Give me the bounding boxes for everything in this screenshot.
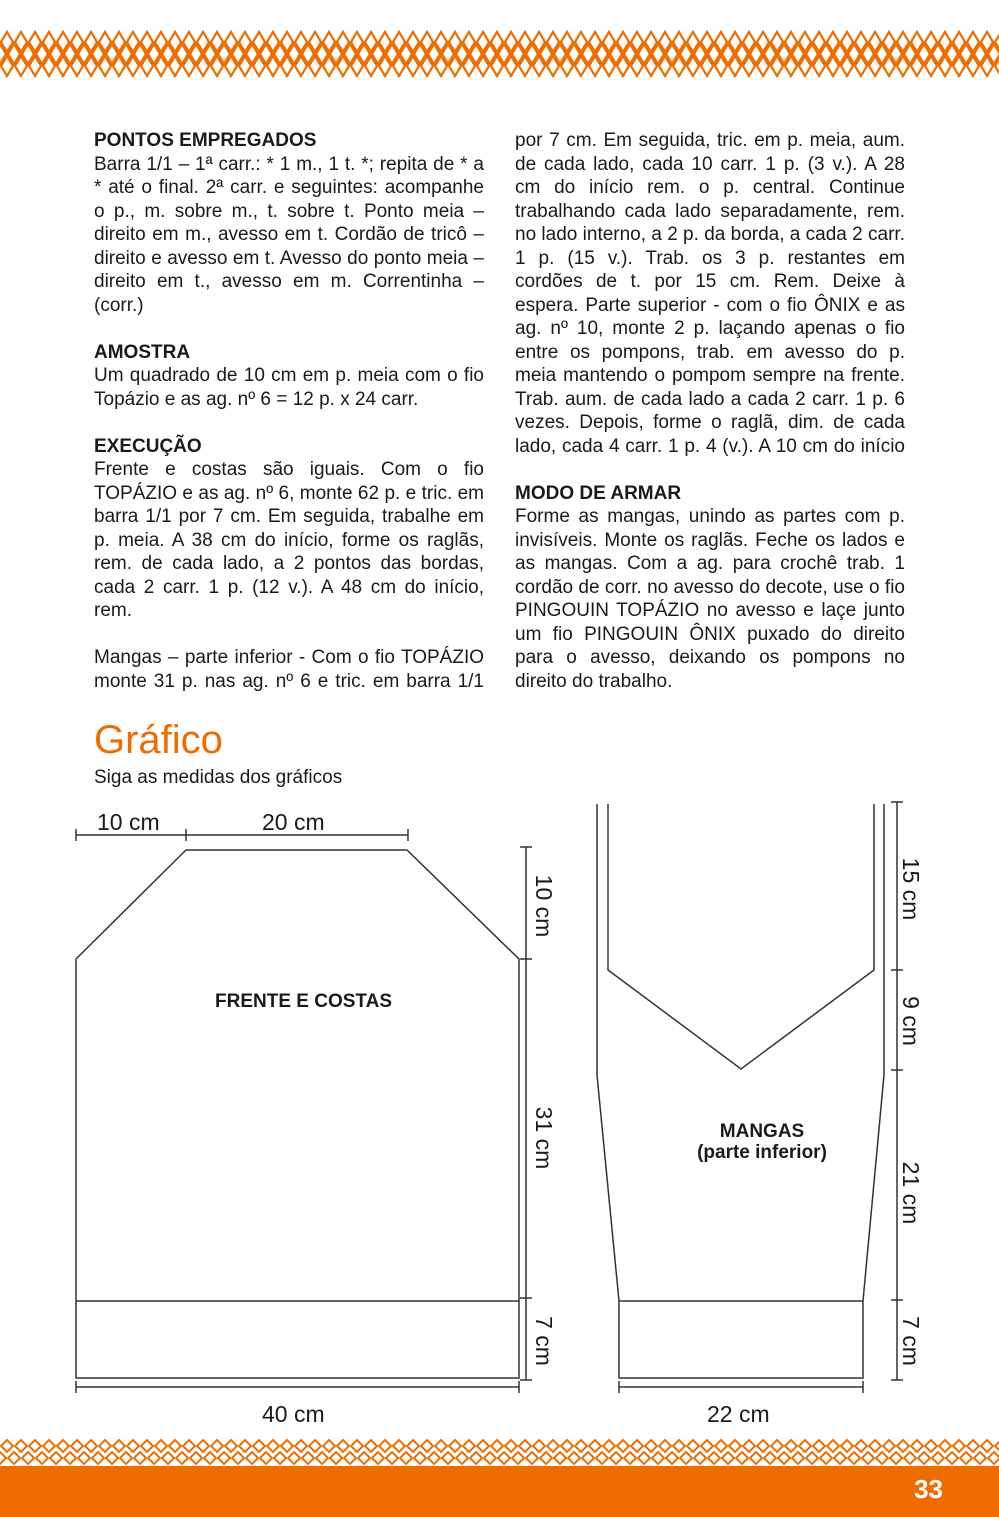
grafico-subtitle: Siga as medidas dos gráficos	[94, 767, 343, 788]
dim-sleeve-3: 21 cm	[898, 1161, 924, 1225]
section-body-execucao: Frente e costas são iguais. Com o fio TOPÁZIO e as ag. nº 6, monte 62 p. e tric. em barra 1/1 por 7 cm. Em seguida, trabalhe em p. meia. A 38 cm do início, forme os raglãs, rem. de cada lado, a 2 pontos das bordas, cada 2 carr. 1 p. (12 v.). A 48 cm do início, rem.	[94, 459, 484, 621]
footer-bar	[0, 1466, 999, 1517]
dim-sleeve-2: 9 cm	[898, 996, 924, 1046]
dim-front-side-bottom: 7 cm	[531, 1316, 557, 1366]
front-back-label: FRENTE E COSTAS	[215, 991, 392, 1012]
dim-front-side-mid: 31 cm	[531, 1106, 557, 1170]
dim-front-side-top: 10 cm	[531, 874, 557, 938]
front-back-outline	[76, 850, 519, 1378]
grafico-title: Gráfico	[94, 718, 223, 762]
section-body-pontos: Barra 1/1 – 1ª carr.: * 1 m., 1 t. *; repita de * a * até o final. 2ª carr. e seguintes: acompanhe o p., m. sobre m., t. sobre t. Ponto meia – direito em m., avesso em t. Cordão de tricô – direito e avesso em t. Avesso do ponto meia – direito em t., avesso em m. Correntinha – (corr.)	[94, 153, 484, 316]
dim-sleeve-4: 7 cm	[898, 1316, 924, 1366]
sleeve-label-line2: (parte inferior)	[697, 1142, 827, 1163]
dim-front-top-mid: 20 cm	[262, 809, 325, 835]
sleeve-label-line1: MANGAS	[719, 1121, 805, 1142]
sleeve-outline	[597, 804, 884, 1378]
page-number: 33	[914, 1474, 943, 1504]
section-body-armar: Forme as mangas, unindo as partes com p. invisíveis. Monte os raglãs. Feche os lados e as mangas. Com a ag. para crochê trab. 1 cordão de corr. no avesso do decote, use o fio PINGOUIN TOPÁZIO no avesso e laçe junto um fio PINGOUIN ÔNIX puxado do direito para o avesso, deixando os pompons no direito do trabalho.	[515, 506, 905, 692]
section-title-execucao: EXECUÇÃO	[94, 435, 202, 457]
section-body-amostra: Um quadrado de 10 cm em p. meia com o fio Topázio e as ag. nº 6 = 12 p. x 24 carr.	[94, 365, 484, 410]
dim-sleeve-bottom: 22 cm	[707, 1401, 770, 1427]
dim-front-top-left: 10 cm	[97, 809, 160, 835]
section-title-pontos: PONTOS EMPREGADOS	[94, 130, 317, 151]
dim-front-bottom: 40 cm	[262, 1401, 325, 1427]
decorative-bottom-border	[0, 1438, 999, 1466]
section-title-armar: MODO DE ARMAR	[515, 482, 682, 504]
sleeve-inner-v	[608, 804, 874, 1069]
section-title-amostra: AMOSTRA	[94, 341, 191, 363]
sleeve-label	[662, 1121, 862, 1163]
section-body-mangas: Mangas – parte inferior - Com o fio TOPÁZIO monte 31 p. nas ag. nº 6 e tric. em barra 1/1	[94, 647, 484, 692]
dim-sleeve-1: 15 cm	[898, 857, 924, 921]
section-body-mangas-continued: por 7 cm. Em seguida, tric. em p. meia, aum. de cada lado, cada 10 carr. 1 p. (3 v.). A 28 cm do início rem. o p. central. Continue trabalhando cada lado separadamente, rem. no lado interno, a 2 p. da borda, a cada 2 carr. 1 p. (15 v.). Trab. os 3 p. restantes em cordões de t. por 15 cm. Rem. Deixe à espera. Parte superior - com o fio ÔNIX e as ag. nº 10, monte 2 p. laçando apenas o fio entre os pompons, trab. em avesso do p. meia mantendo o pompom sempre na frente. Trab. aum. de cada lado a cada 2 carr. 1 p. 6 vezes. Depois, forme o raglã, dim. de cada lado, cada 4 carr. 1 p. 4 (v.). A 10 cm do início	[515, 130, 905, 457]
